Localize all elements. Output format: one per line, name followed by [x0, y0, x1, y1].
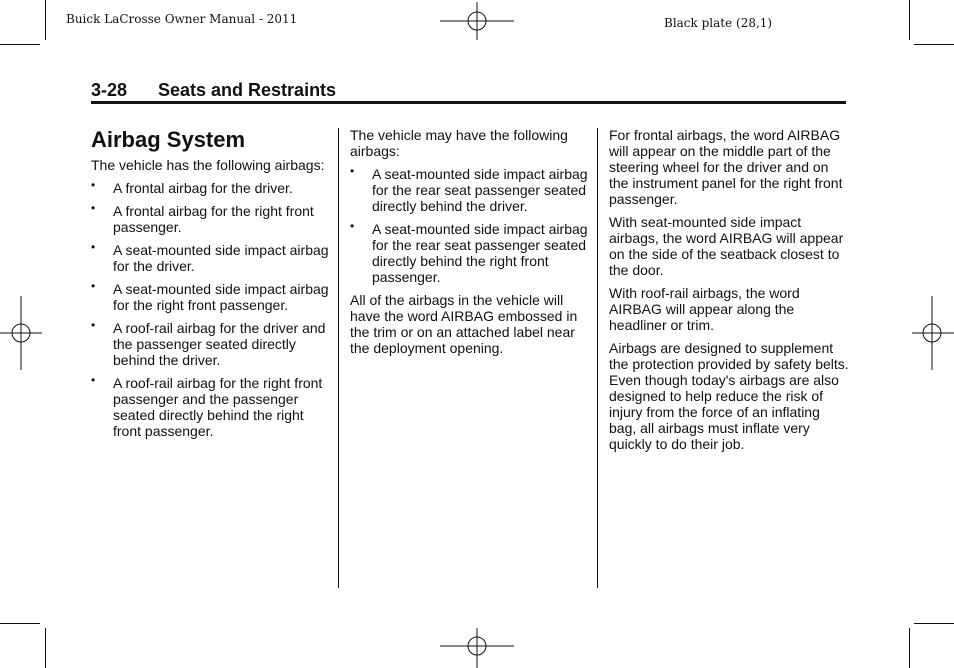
- list-item-text: A seat-mounted side impact airbag for the right front passenger.: [113, 281, 329, 313]
- bullet-icon: •: [350, 164, 355, 178]
- list-item-text: A frontal airbag for the driver.: [113, 180, 293, 196]
- crop-mark: [45, 628, 46, 668]
- registration-mark-icon: [440, 0, 514, 42]
- column-divider: [597, 128, 598, 588]
- bullet-icon: •: [91, 373, 96, 387]
- section-rule: [91, 101, 846, 104]
- plate-label: Black plate (28,1): [664, 16, 773, 30]
- list-item: [91, 180, 331, 196]
- bullet-icon: •: [91, 201, 96, 215]
- list-item-text: A seat-mounted side impact airbag for the driver.: [113, 242, 329, 274]
- registration-mark-icon: [912, 296, 954, 370]
- body-paragraph: All of the airbags in the vehicle will have the word AIRBAG embossed in the trim or on an attached label near the deployment opening.: [350, 292, 578, 356]
- bullet-icon: •: [91, 279, 96, 293]
- list-item-text: A seat-mounted side impact airbag for the rear seat passenger seated directly behind the right front passenger.: [372, 221, 588, 285]
- bullet-icon: •: [350, 219, 355, 233]
- intro-paragraph: The vehicle may have the following airbags:: [350, 127, 568, 159]
- crop-mark: [0, 44, 40, 45]
- list-item-text: A roof-rail airbag for the driver and the passenger seated directly behind the driver.: [113, 320, 326, 368]
- bullet-icon: •: [91, 318, 96, 332]
- list-item: [91, 203, 331, 235]
- body-paragraph: Airbags are designed to supplement the protection provided by safety belts. Even though today's airbags are also designed to help reduce the risk of injury from the force of an inflating bag, all airbags must inflate very quickly to do their job.: [609, 340, 849, 452]
- list-item-text: A roof-rail airbag for the right front passenger and the passenger seated directly behind the right front passenger.: [113, 375, 323, 439]
- airbag-list: [91, 180, 331, 439]
- list-item: [91, 320, 331, 368]
- intro-paragraph: The vehicle has the following airbags:: [91, 157, 325, 173]
- column-2: [350, 127, 588, 363]
- list-item: [350, 221, 588, 285]
- list-item: [91, 281, 331, 313]
- list-item-text: A seat-mounted side impact airbag for the rear seat passenger seated directly behind the driver.: [372, 166, 588, 214]
- crop-mark: [909, 0, 910, 40]
- column-1: [91, 127, 331, 446]
- body-paragraph: With seat-mounted side impact airbags, the word AIRBAG will appear on the side of the seatback closest to the door.: [609, 214, 844, 278]
- page-title: Airbag System: [91, 127, 246, 152]
- crop-mark: [914, 623, 954, 624]
- column-3: [609, 127, 849, 459]
- registration-mark-icon: [440, 626, 514, 668]
- registration-mark-icon: [0, 296, 42, 370]
- list-item: [91, 242, 331, 274]
- crop-mark: [45, 0, 46, 40]
- crop-mark: [909, 628, 910, 668]
- bullet-icon: •: [91, 240, 96, 254]
- manual-title: Buick LaCrosse Owner Manual - 2011: [66, 12, 298, 26]
- optional-airbag-list: [350, 166, 588, 285]
- column-divider: [338, 128, 339, 588]
- page-number: 3-28: [91, 80, 128, 100]
- body-paragraph: With roof-rail airbags, the word AIRBAG will appear along the headliner or trim.: [609, 285, 800, 333]
- list-item-text: A frontal airbag for the right front passenger.: [113, 203, 314, 235]
- crop-mark: [914, 44, 954, 45]
- list-item: [91, 375, 331, 439]
- list-item: [350, 166, 588, 214]
- bullet-icon: •: [91, 178, 96, 192]
- section-name: Seats and Restraints: [158, 80, 337, 100]
- body-paragraph: For frontal airbags, the word AIRBAG will appear on the middle part of the steering wheel for the driver and on the instrument panel for the right front passenger.: [609, 127, 843, 207]
- crop-mark: [0, 623, 40, 624]
